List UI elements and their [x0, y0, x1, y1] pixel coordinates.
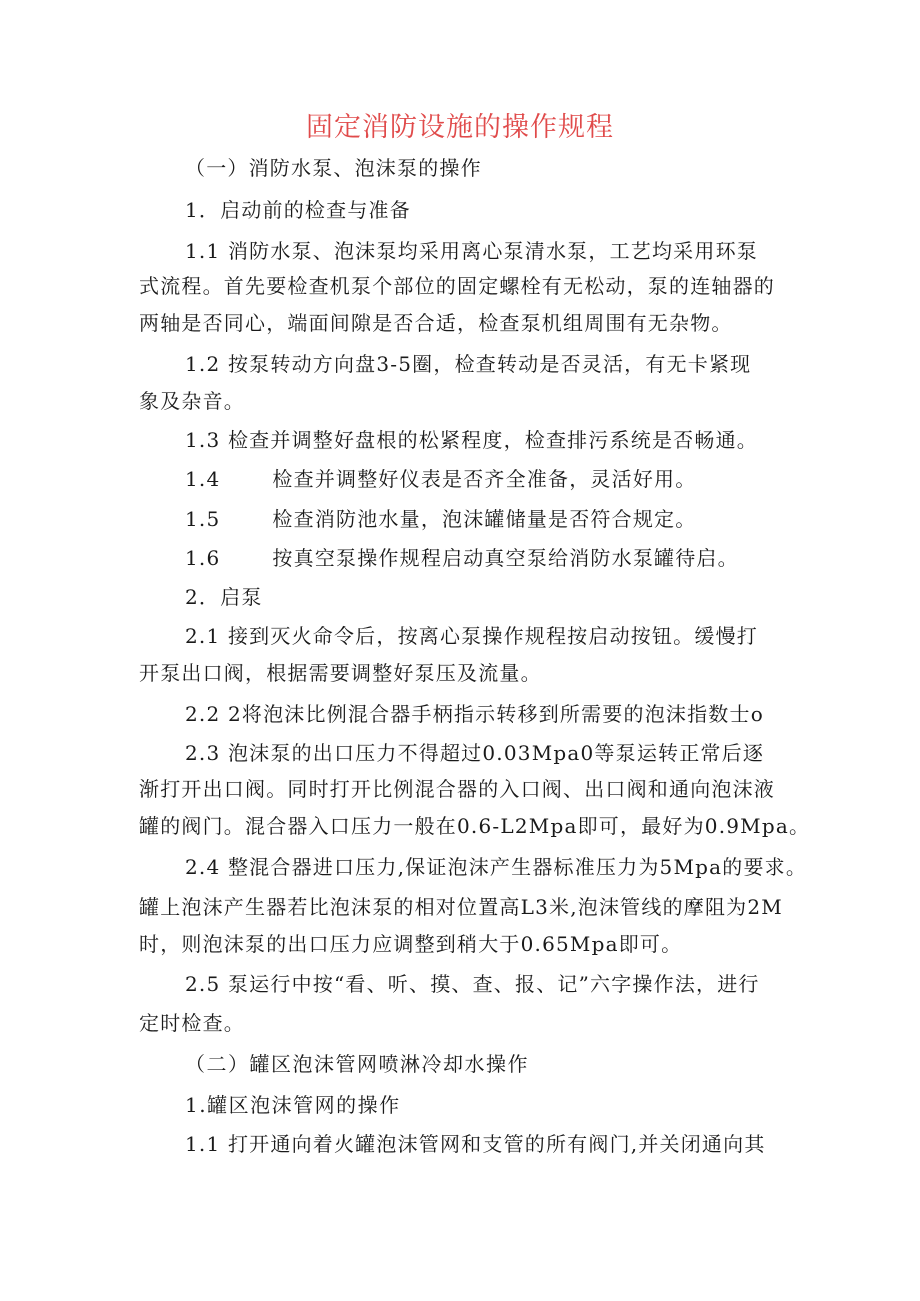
- subsection-heading: 1．启动前的检查与准备: [185, 198, 411, 222]
- subsection-heading: 2．启泵: [185, 585, 263, 609]
- paragraph-line: 罐上泡沫产生器若比泡沫泵的相对位置高L3米,泡沫管线的摩阻为2M: [139, 895, 783, 919]
- paragraph-line: 2.5 泵运行中按“看、听、摸、查、报、记”六字操作法，进行: [185, 972, 760, 996]
- numbered-item: [185, 465, 696, 493]
- paragraph-line: 1.3 检查并调整好盘根的松紧程度，检查排污系统是否畅通。: [185, 428, 758, 452]
- item-number: 1.4: [185, 467, 221, 491]
- paragraph-line: 定时检查。: [139, 1011, 245, 1035]
- paragraph-line: 渐打开出口阀。同时打开比例混合器的入口阀、出口阀和通向泡沫液: [139, 777, 775, 801]
- numbered-item: [185, 544, 739, 572]
- document-title: 固定消防设施的操作规程: [306, 112, 614, 143]
- paragraph-line: 1.2 按泵转动方向盘3-5圈，检查转动是否灵活，有无卡紧现: [185, 352, 752, 376]
- section-heading-1: （一）消防水泵、泡沫泵的操作: [185, 156, 482, 180]
- item-text: 检查并调整好仪表是否齐全准备，灵活好用。: [272, 467, 697, 491]
- item-text: 检查消防池水量，泡沫罐储量是否符合规定。: [272, 507, 697, 531]
- paragraph-line: 2.1 接到灭火命令后，按离心泵操作规程按启动按钮。缓慢打: [185, 624, 758, 648]
- item-number: 1.5: [185, 507, 221, 531]
- paragraph-line: 2.2 2将泡沫比例混合器手柄指示转移到所需要的泡沫指数士o: [185, 702, 764, 726]
- item-text: 按真空泵操作规程启动真空泵给消防水泵罐待启。: [272, 546, 739, 570]
- paragraph-line: 1.1 消防水泵、泡沫泵均采用离心泵清水泵，工艺均采用环泵: [185, 239, 758, 263]
- numbered-item: [185, 505, 696, 533]
- paragraph-line: 开泵出口阀，根据需要调整好泵压及流量。: [139, 661, 542, 685]
- paragraph-line: 象及杂音。: [139, 389, 245, 413]
- subsection-heading: 1.罐区泡沫管网的操作: [185, 1093, 401, 1117]
- paragraph-line: 两轴是否同心，端面间隙是否合适，检查泵机组周围有无杂物。: [139, 311, 733, 335]
- item-number: 1.6: [185, 546, 221, 570]
- paragraph-line: 时，则泡沫泵的出口压力应调整到稍大于0.65Mpa即可。: [139, 932, 683, 956]
- section-heading-2: （二）罐区泡沫管网喷淋冷却水操作: [185, 1052, 529, 1076]
- paragraph-line: 罐的阀门。混合器入口压力一般在0.6-L2Mpa即可，最好为0.9Mpa。: [139, 814, 811, 838]
- paragraph-line: 2.4 整混合器进口压力,保证泡沫产生器标准压力为5Mpa的要求。: [185, 855, 808, 879]
- paragraph-line: 式流程。首先要检查机泵个部位的固定螺栓有无松动，泵的连轴器的: [139, 274, 775, 298]
- paragraph-line: 1.1 打开通向着火罐泡沫管网和支管的所有阀门,并关闭通向其: [185, 1132, 766, 1156]
- paragraph-line: 2.3 泡沫泵的出口压力不得超过0.03Mpa0等泵运转正常后逐: [185, 741, 765, 765]
